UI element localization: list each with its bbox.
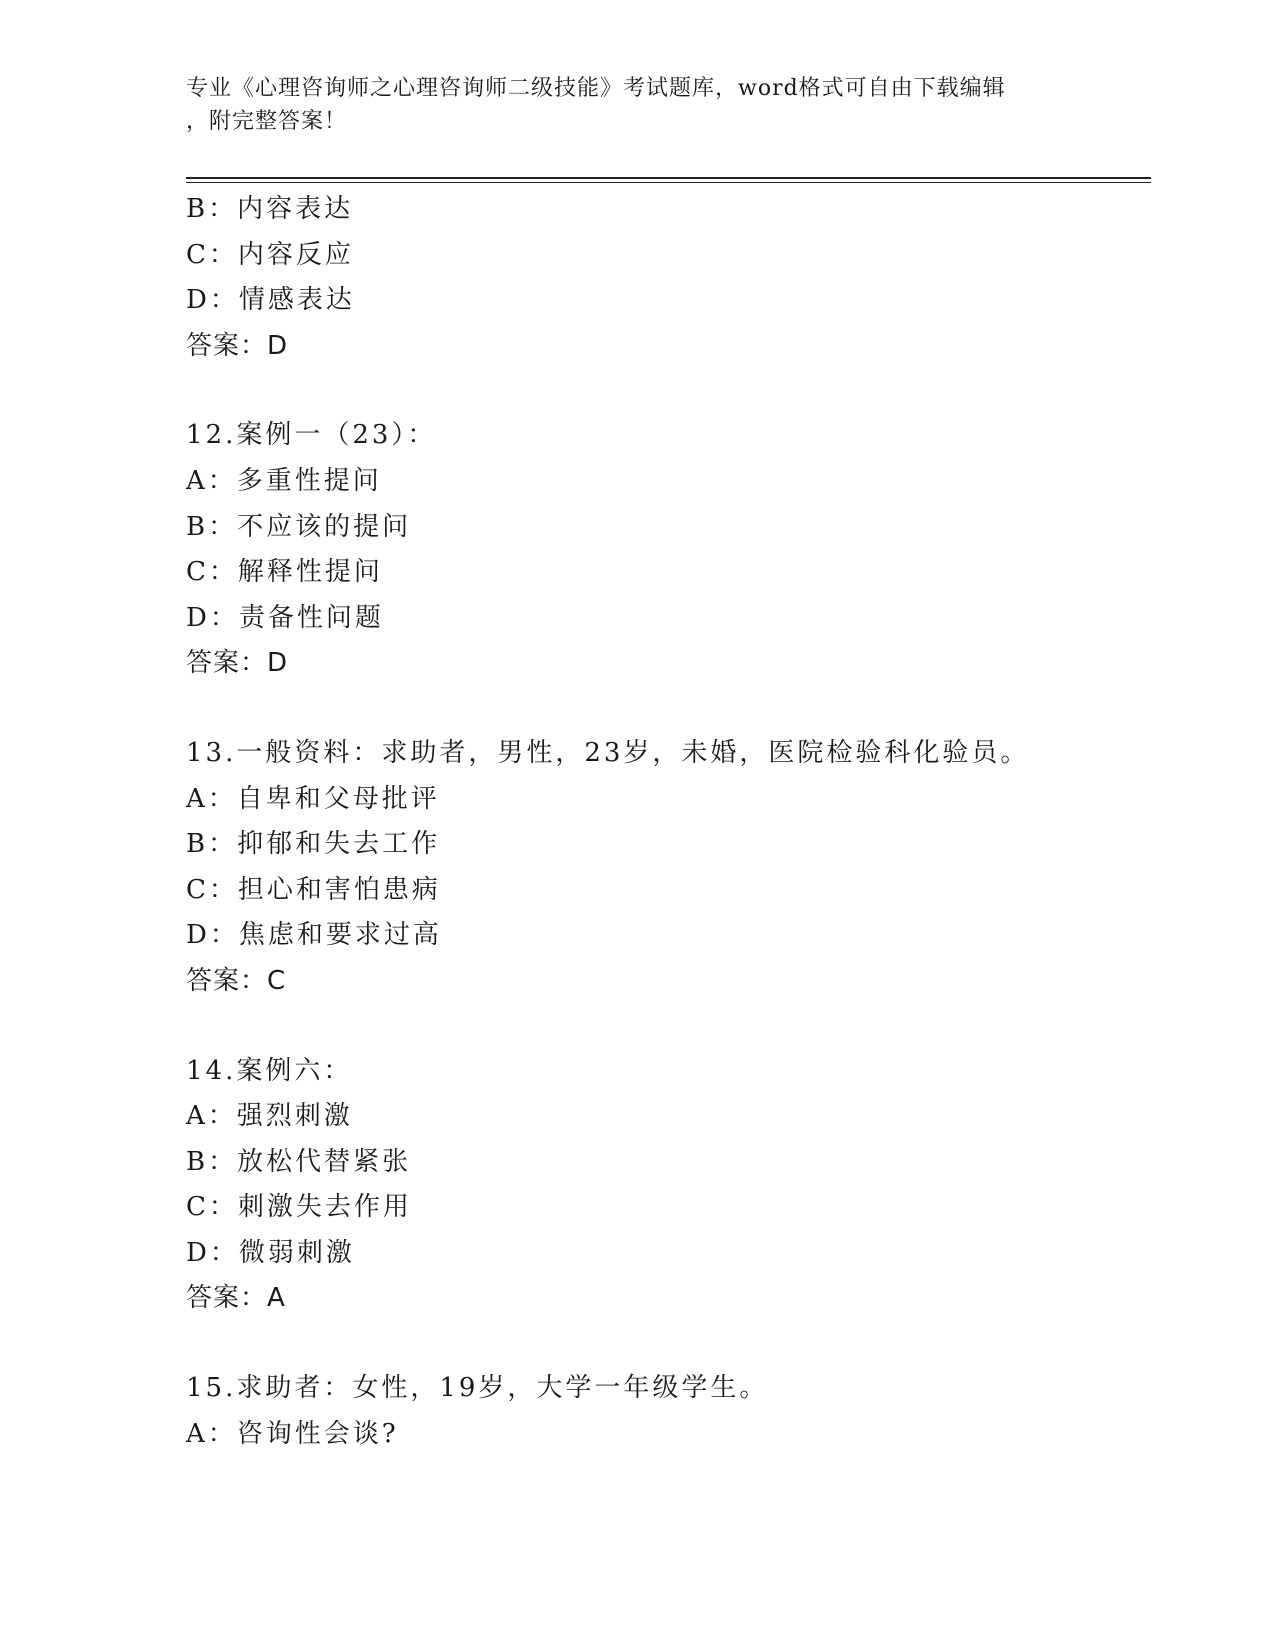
question-title: 14.案例六： (186, 1055, 353, 1086)
option-a: A：自卑和父母批评 (186, 783, 440, 814)
option-a: A：强烈刺激 (186, 1101, 353, 1132)
option-c: C：刺激失去作用 (186, 1192, 412, 1223)
option-d: D：情感表达 (186, 285, 355, 316)
question-12 (186, 413, 1146, 687)
question-title: 12.案例一（23）： (186, 420, 437, 451)
answer-line: 答案：D (186, 648, 289, 679)
answer-line: 答案：C (186, 965, 287, 996)
option-d: D：焦虑和要求过高 (186, 920, 442, 951)
option-d: D：责备性问题 (186, 602, 384, 633)
header-rule-thick (186, 177, 1151, 179)
option-b: B：内容表达 (186, 194, 354, 224)
option-b: B：不应该的提问 (186, 511, 412, 542)
question-15 (186, 1366, 1146, 1457)
option-a: A：咨询性会谈? (186, 1418, 399, 1449)
question-title: 13.一般资料：求助者，男性，23岁，未婚，医院检验科化验员。 (186, 737, 1030, 768)
option-c: C：担心和害怕患病 (186, 874, 441, 905)
answer-line: 答案：D (186, 330, 289, 361)
option-c: C：解释性提问 (186, 557, 383, 588)
option-a: A：多重性提问 (186, 465, 382, 496)
document-header (186, 72, 1086, 138)
question-11-partial (186, 187, 1146, 369)
option-c: C：内容反应 (186, 239, 354, 270)
option-d: D：微弱刺激 (186, 1237, 355, 1268)
question-14 (186, 1049, 1146, 1323)
header-rule-thin (186, 182, 1151, 183)
header-title-line-2: ，附完整答案！ (186, 109, 348, 134)
answer-line: 答案：A (186, 1283, 286, 1314)
option-b: B：放松代替紧张 (186, 1146, 412, 1177)
header-title-line-1: 专业《心理咨询师之心理咨询师二级技能》考试题库，word格式可自由下载编辑 (186, 76, 1006, 101)
question-list (186, 187, 1146, 1457)
question-title: 15.求助者：女性，19岁，大学一年级学生。 (186, 1373, 769, 1404)
question-13 (186, 731, 1146, 1005)
option-b: B：抑郁和失去工作 (186, 829, 441, 860)
